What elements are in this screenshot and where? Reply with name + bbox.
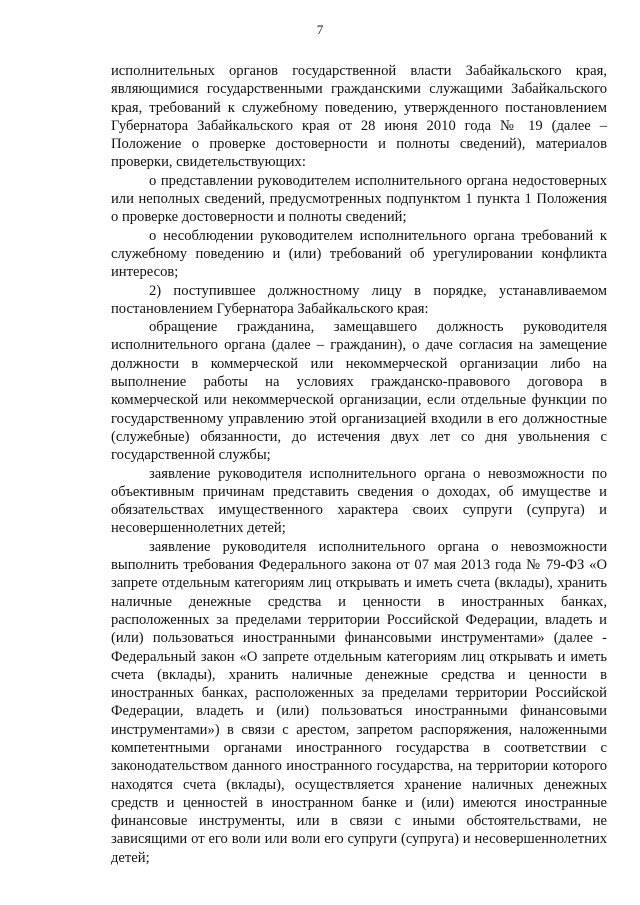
paragraph-false-info: о представлении руководителем исполнительного органа недостоверных или неполных сведений, предусмотренных подпунктом 1 пункта 1 Положения о проверке достоверности и полноты сведений; (111, 172, 607, 226)
paragraph-item-2: 2) поступившее должностному лицу в порядке, устанавливаемом постановлением Губернатора Забайкальского края: (111, 282, 607, 317)
page-number: 7 (316, 22, 324, 37)
paragraph-non-compliance: о несоблюдении руководителем исполнительного органа требований к служебному поведению и (или) требований об урегулировании конфликта интересов; (111, 227, 607, 281)
document-body (111, 62, 607, 867)
paragraph-income-statement: заявление руководителя исполнительного органа о невозможности по объективным причинам представить сведения о доходах, об имуществе и обязательствах имущественного характера своих супруги (супруга) и несовершеннолетних детей; (111, 465, 607, 537)
paragraph-continuation: исполнительных органов государственной власти Забайкальского края, являющимися государственными гражданскими служащими Забайкальского края, требований к служебному поведению, утвержденного постановлением Губернатора Забайкальского края от 28 июня 2010 года № 19 (далее – Положение о проверке достоверности и полноты сведений), материалов проверки, свидетельствующих: (111, 63, 607, 171)
paragraph-foreign-accounts: заявление руководителя исполнительного органа о невозможности выполнить требования Федерального закона от 07 мая 2013 года № 79-ФЗ «О запрете отдельным категориям лиц открывать и иметь счета (вклады), хранить наличные денежные средства и ценности в иностранных банках, расположенных за пределами территории Российской Федерации, владеть и (или) пользоваться иностранными финансовыми инструментами» (далее - Федеральный закон «О запрете отдельным категориям лиц открывать и иметь счета (вклады), хранить наличные денежные средства и ценности в иностранных банках, расположенных за пределами территории Российской Федерации, владеть и (или) пользоваться иностранными финансовыми инструментами») в связи с арестом, запретом распоряжения, наложенными компетентными органами иностранного государства в соответствии с законодательством данного иностранного государства, на территории которого находятся счета (вклады), осуществляется хранение наличных денежных средств и ценностей в иностранном банке и (или) имеются иностранные финансовые инструменты, или в связи с иными обстоятельствами, не зависящими от его воли или воли его супруги (супруга) и несовершеннолетних детей; (111, 538, 607, 866)
paragraph-citizen-appeal: обращение гражданина, замещавшего должность руководителя исполнительного органа (далее – гражданин), о даче согласия на замещение должности в коммерческой или некоммерческой организации либо на выполнение работы на условиях гражданско-правового договора в коммерческой или некоммерческой организации, если отдельные функции по государственному управлению этой организацией входили в его должностные (служебные) обязанности, до истечения двух лет со дня увольнения с государственной службы; (111, 319, 607, 464)
